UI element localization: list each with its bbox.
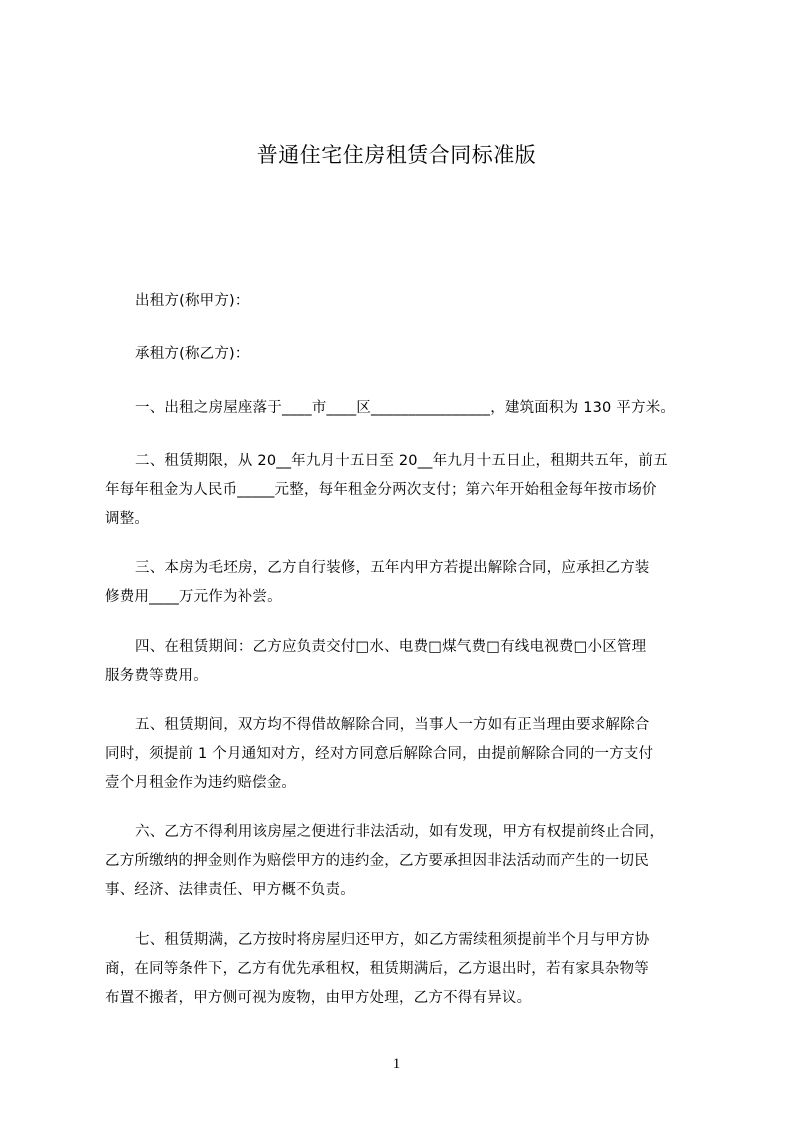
clause-1 (105, 394, 705, 423)
clause-7 (105, 926, 705, 1013)
clause-3-line-2: 修费用____万元作为补尝。 (105, 589, 282, 605)
clause-6 (105, 818, 705, 905)
lessee-label: 承租方(称乙方)： (135, 346, 250, 362)
clause-3-line-1: 三、本房为毛坯房，乙方自行装修，五年内甲方若提出解除合同，应承担乙方装 (135, 560, 650, 576)
clause-4 (105, 633, 705, 691)
clause-6-line-1: 六、乙方不得利用该房屋之便进行非法活动，如有发现，甲方有权提前终止合同， (135, 824, 665, 840)
clause-7-line-2: 商，在同等条件下，乙方有优先承租权，租赁期满后，乙方退出时，若有家具杂物等 (105, 961, 649, 977)
page-number: 1 (392, 1056, 401, 1072)
clause-2-line-2: 年每年租金为人民币_____元整，每年租金分两次支付；第六年开始租金每年按市场价 (105, 482, 657, 498)
clause-6-line-3: 事、经济、法律责任、甲方概不负责。 (105, 882, 355, 898)
clause-5-line-3: 壹个月租金作为违约赔偿金。 (105, 775, 297, 791)
clause-2 (105, 447, 705, 534)
clause-3 (105, 554, 705, 612)
clause-1-line-1: 一、出租之房屋座落于____市____区________________，建筑面积为 130 平方米。 (135, 400, 676, 416)
clause-5-line-2: 同时，须提前 1 个月通知对方，经对方同意后解除合同，由提前解除合同的一方支付 (105, 746, 654, 762)
clause-4-line-2: 服务费等费用。 (105, 668, 208, 684)
clause-5-line-1: 五、租赁期间，双方均不得借故解除合同，当事人一方如有正当理由要求解除合 (135, 717, 650, 733)
clause-5 (105, 711, 705, 798)
document-title: 普通住宅住房租赁合同标准版 (256, 143, 537, 167)
clause-2-line-3: 调整。 (105, 511, 150, 527)
clause-2-line-1: 二、租赁期限，从 20__年九月十五日至 20__年九月十五日止，租期共五年，前五 (135, 453, 668, 469)
lessee-line (105, 340, 705, 369)
clause-6-line-2: 乙方所缴纳的押金则作为赔偿甲方的违约金，乙方要承担因非法活动而产生的一切民 (105, 853, 649, 869)
lessor-line (105, 287, 705, 316)
clause-7-line-1: 七、租赁期满，乙方按时将房屋归还甲方，如乙方需续租须提前半个月与甲方协 (135, 932, 650, 948)
clause-7-line-3: 布置不搬者，甲方侧可视为废物，由甲方处理，乙方不得有异议。 (105, 990, 532, 1006)
clause-4-line-1: 四、在租赁期间：乙方应负责交付□水、电费□煤气费□有线电视费□小区管理 (135, 639, 647, 655)
lessor-label: 出租方(称甲方)： (135, 293, 250, 309)
